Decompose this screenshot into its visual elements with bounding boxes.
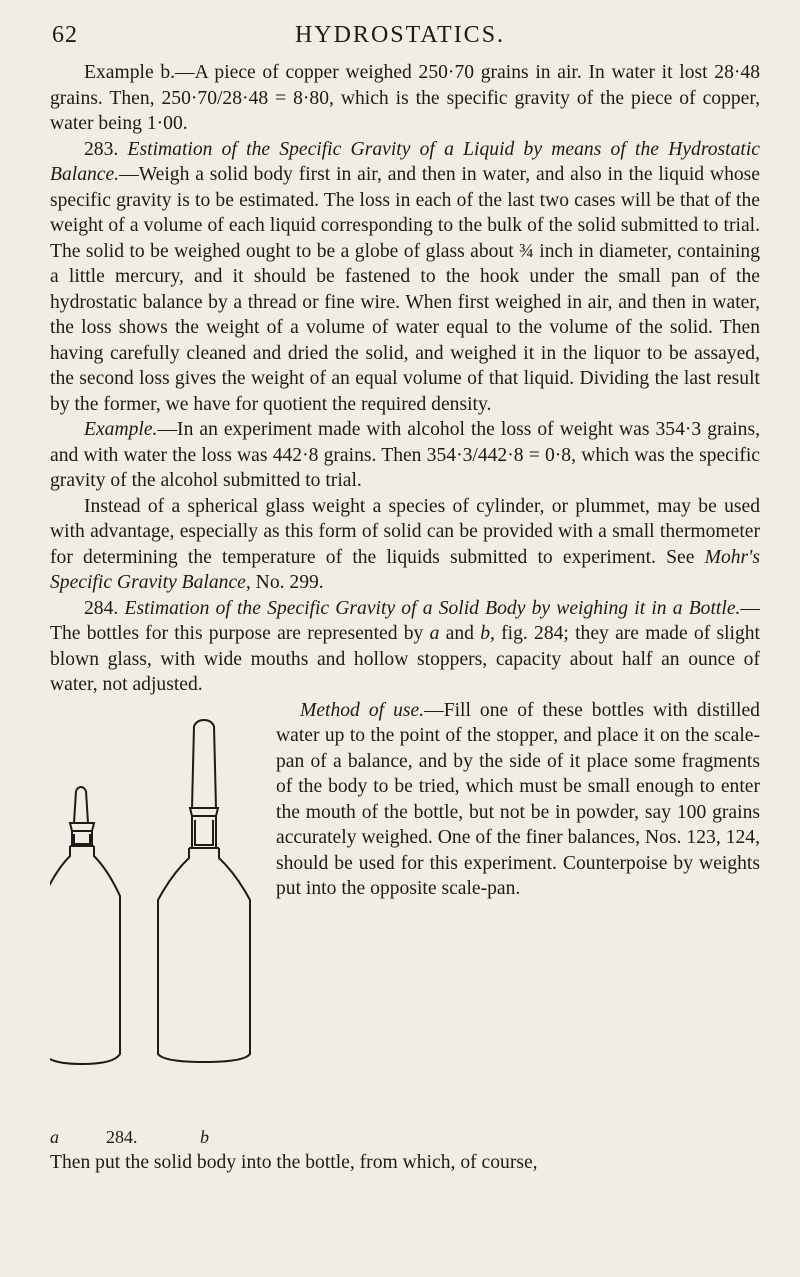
section-text: —The bottles for this purpose are represented by [50, 597, 761, 644]
method-text: —Fill one of these bottles with distilled water up to the point of the stopper, and place it on the scale-pan of a balance, and by the side of it place some fragments of the body to be tried, which must be small enough to enter the mouth of the bottle, but not be in powder, say 100 grains accurately weighed. One of the finer balances, Nos. 123, 124, should be used for this experiment. Counterpoise by weights put into the opposite scale-pan. [276, 699, 760, 899]
section-text-continued: , fig. 284; they are made of slight blown glass, with wide mouths and hollow stoppers, capacity about half an ounce of water, not adjusted. [50, 623, 761, 695]
bottle-label-a-ref: a [429, 623, 440, 644]
bottles-illustration [50, 698, 264, 1150]
section-number: 284. [84, 597, 119, 619]
reference-number: No. 299. [255, 572, 324, 593]
paragraph-example-b: Example b.—A piece of copper weighed 250·70 grains in air. In water it lost 28·48 grains. Then, 250·70/28·48 = 8·80, which is the specific gravity of the piece of copper, water being 1·00. [50, 62, 760, 134]
figure-number: 284. [106, 1126, 138, 1147]
section-heading: Estimation of the Specific Gravity of a Liquid by means of the Hydrostatic Balance. [50, 138, 760, 185]
bottle-b [158, 720, 250, 1062]
method-heading: Method of use. [300, 699, 425, 721]
figure-284 [50, 698, 264, 1150]
page-number: 62 [52, 22, 78, 48]
and-text: and [445, 623, 474, 644]
page-header [52, 22, 748, 56]
running-title: HYDROSTATICS. [294, 22, 506, 48]
paragraph-plummet [50, 494, 760, 596]
example-text: —In an experiment made with alcohol the loss of weight was 354·3 grains, and with water the loss was 442·8 grains. Then 354·3/442·8 = 0·8, which was the specific gravity of the alcohol submitted to trial. [50, 419, 760, 491]
section-heading: Estimation of the Specific Gravity of a Solid Body by weighing it in a Bottle. [124, 597, 741, 619]
figure-label-a: a [50, 1126, 59, 1147]
section-text: —Weigh a solid body first in air, and then in water, and also in the liquid whose specific gravity is to be estimated. The loss in each of the last two cases will be that of the weight of a volume of each liquid corresponding to the bulk of the solid submitted to trial. The solid to be weighed ought to be a globe of glass about ¾ inch in diameter, containing a little mercury, and it should be fastened to the hook under the small pan of the hydrostatic balance by a thread or fine wire. When first weighed in air, and then in water, the loss shows the weight of a volume of water equal to the volume of the solid. Then having carefully cleaned and dried the solid, and weighed it in the liquor to be assayed, the second loss gives the weight of an equal volume of that liquid. Dividing the last result by the former, we have for quotient the required density. [50, 164, 760, 415]
paragraph-continuation: Then put the solid body into the bottle, from which, of course, [50, 1151, 538, 1173]
bottle-label-b-ref: b [480, 623, 490, 644]
paragraph-example [50, 417, 760, 494]
figure-label-b: b [200, 1126, 209, 1147]
paragraph-284 [50, 596, 760, 698]
mohr-reference: Mohr's Specific Gravity Balance, [50, 546, 760, 593]
section-number: 283. [84, 138, 119, 160]
figure-paragraph [50, 698, 760, 1150]
example-label: Example. [84, 419, 158, 440]
bottle-a [50, 787, 120, 1064]
page-body [50, 60, 760, 1175]
paragraph-283 [50, 137, 760, 418]
plummet-text: Instead of a spherical glass weight a species of cylinder, or plummet, may be used with advantage, especially as this form of solid can be provided with a small thermometer for determining the temperature of the liquids submitted to experiment. See [50, 495, 760, 568]
